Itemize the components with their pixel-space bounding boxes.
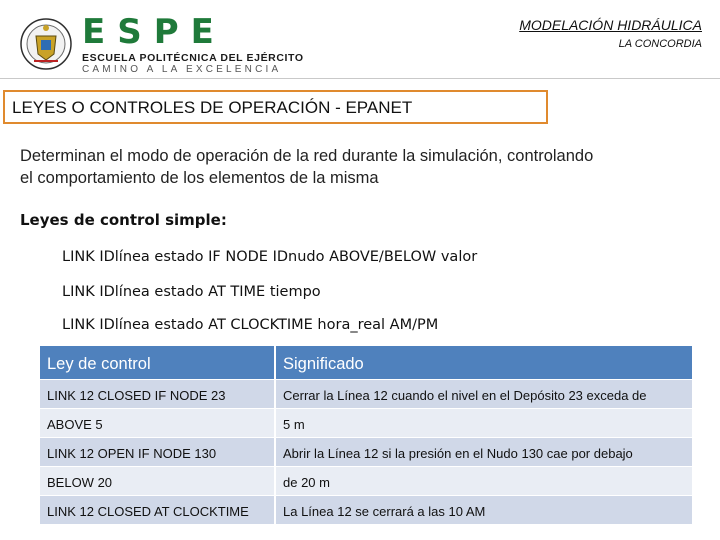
table-cell: Abrir la Línea 12 si la presión en el Nudo 130 cae por debajo — [276, 438, 692, 467]
table-row — [40, 496, 692, 525]
table-cell: Cerrar la Línea 12 cuando el nivel en el Depósito 23 exceda de — [276, 380, 692, 409]
brand-name: ESPE — [82, 12, 226, 52]
table-cell: ABOVE 5 — [40, 409, 276, 438]
brand-subtitle: ESCUELA POLITÉCNICA DEL EJÉRCITO — [82, 52, 304, 64]
espe-logo — [20, 12, 304, 76]
table-cell: 5 m — [276, 409, 692, 438]
header-divider — [0, 78, 720, 79]
table-cell: de 20 m — [276, 467, 692, 496]
rules-heading: Leyes de control simple: — [20, 211, 227, 229]
table-row — [40, 438, 692, 467]
slide-title-box — [3, 90, 548, 124]
intro-paragraph — [20, 145, 700, 189]
table-header-row — [40, 346, 692, 380]
course-location: LA CONCORDIA — [618, 38, 702, 50]
table-cell: La Línea 12 se cerrará a las 10 AM — [276, 496, 692, 525]
brand-motto: CAMINO A LA EXCELENCIA — [82, 64, 282, 75]
table-cell: BELOW 20 — [40, 467, 276, 496]
intro-line-1: Determinan el modo de operación de la red durante la simulación, controlando — [20, 147, 594, 165]
table-cell: LINK 12 OPEN IF NODE 130 — [40, 438, 276, 467]
brand — [82, 14, 304, 75]
table-row — [40, 380, 692, 409]
rule-line: LINK IDlínea estado IF NODE IDnudo ABOVE/BELOW valor — [62, 249, 478, 265]
rule-line: LINK IDlínea estado AT TIME tiempo — [62, 284, 321, 300]
table-header-cell: Significado — [276, 346, 692, 380]
course-title: MODELACIÓN HIDRÁULICA — [519, 17, 702, 33]
table-cell: LINK 12 CLOSED IF NODE 23 — [40, 380, 276, 409]
control-laws-table — [40, 346, 692, 525]
intro-line-2: el comportamiento de los elementos de la misma — [20, 169, 379, 187]
table-cell: LINK 12 CLOSED AT CLOCKTIME — [40, 496, 276, 525]
university-seal-icon — [20, 16, 72, 72]
table-row — [40, 409, 692, 438]
rule-line: LINK IDlínea estado AT CLOCKTIME hora_real AM/PM — [62, 317, 439, 333]
course-header — [519, 16, 702, 50]
table-header-cell: Ley de control — [40, 346, 276, 380]
table-row — [40, 467, 692, 496]
slide-title: LEYES O CONTROLES DE OPERACIÓN - EPANET — [12, 98, 413, 117]
